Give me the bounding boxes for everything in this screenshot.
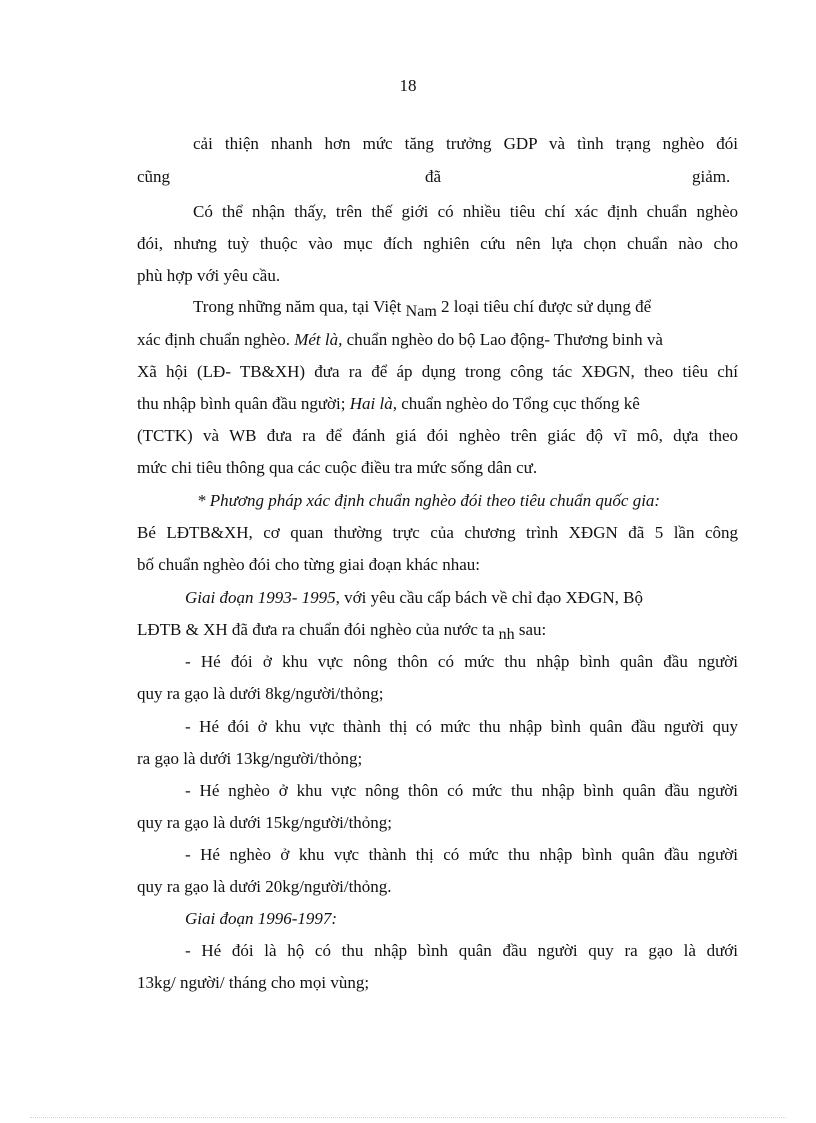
text-span: nh [498, 626, 515, 643]
text-span: Trong những năm qua, tại Việt [193, 297, 402, 316]
text-line: giảm. [692, 167, 731, 186]
text-line: - Hé nghèo ở khu vực thành thị có mức thu nhập bình quân đầu người [185, 845, 738, 864]
text-span: thu nhập bình quân đầu người; [137, 394, 346, 413]
text-line: ra gạo là dưới 13kg/người/thỏng; [137, 749, 363, 768]
text-line: quy ra gạo là dưới 20kg/người/thỏng. [137, 877, 392, 896]
text-line: bố chuẩn nghèo đói cho từng giai đoạn khác nhau: [137, 555, 480, 574]
page-bottom-divider [30, 1117, 786, 1118]
text-line: Giai đoạn 1996-1997: [185, 909, 338, 928]
text-line: Có thể nhận thấy, trên thế giới có nhiều tiêu chí xác định chuẩn nghèo [193, 202, 738, 221]
text-span: Giai đoạn 1993- 1995 [185, 588, 336, 607]
text-span: LĐTB & XH đã đưa ra chuẩn đói nghèo của nước ta [137, 620, 495, 639]
text-span: sau: [518, 620, 547, 639]
text-line: đói, nhưng tuỳ thuộc vào mục đích nghiên cứu nên lựa chọn chuẩn nào cho [137, 234, 738, 253]
text-span: Mét là, [294, 330, 343, 349]
text-line [137, 329, 738, 351]
text-line: - Hé đói là hộ có thu nhập bình quân đầu người quy ra gạo là dưới [185, 941, 738, 960]
text-line: đã [425, 167, 442, 186]
text-line: - Hé nghèo ở khu vực nông thôn có mức thu nhập bình quân đầu người [185, 781, 738, 800]
text-span: , với yêu cầu cấp bách về chỉ đạo XĐGN, Bộ [335, 588, 643, 607]
text-line: quy ra gạo là dưới 15kg/người/thỏng; [137, 813, 393, 832]
text-line [185, 587, 643, 609]
text-line: - Hé đói ở khu vực nông thôn có mức thu nhập bình quân đầu người [185, 652, 738, 671]
text-line: cũng [137, 167, 171, 186]
text-line: Bé LĐTB&XH, cơ quan thường trực của chương trình XĐGN đã 5 lần công [137, 523, 738, 542]
text-span: chuẩn nghèo do Tổng cục thống kê [401, 394, 640, 413]
text-line: - Hé đói ở khu vực thành thị có mức thu nhập bình quân đầu người quy [185, 717, 738, 736]
text-line: cải thiện nhanh hơn mức tăng trưởng GDP và tình trạng nghèo đói [193, 134, 738, 153]
page-number: 18 [399, 76, 417, 95]
text-span: 2 loại tiêu chí được sử dụng để [441, 297, 652, 316]
text-span: chuẩn nghèo do bộ Lao động- Thương binh và [346, 330, 663, 349]
text-line: quy ra gạo là dưới 8kg/người/thỏng; [137, 684, 384, 703]
text-line: phù hợp với yêu cầu. [137, 266, 281, 285]
text-line: Xã hội (LĐ- TB&XH) đưa ra để áp dụng trong công tác XĐGN, theo tiêu chí [137, 362, 738, 381]
text-span: Hai là, [349, 394, 397, 413]
text-line [137, 393, 738, 415]
text-line: 13kg/ người/ tháng cho mọi vùng; [137, 973, 370, 992]
text-line: * Phương pháp xác định chuẩn nghèo đói theo tiêu chuẩn quốc gia: [197, 491, 661, 510]
text-line [193, 296, 651, 319]
text-line [137, 619, 546, 642]
text-line: mức chi tiêu thông qua các cuộc điều tra mức sống dân cư. [137, 458, 538, 477]
text-line: (TCTK) và WB đưa ra để đánh giá đói nghèo trên giác độ vĩ mô, dựa theo [137, 426, 738, 445]
text-span: xác định chuẩn nghèo. [137, 330, 290, 349]
text-span: Nam [405, 303, 437, 320]
